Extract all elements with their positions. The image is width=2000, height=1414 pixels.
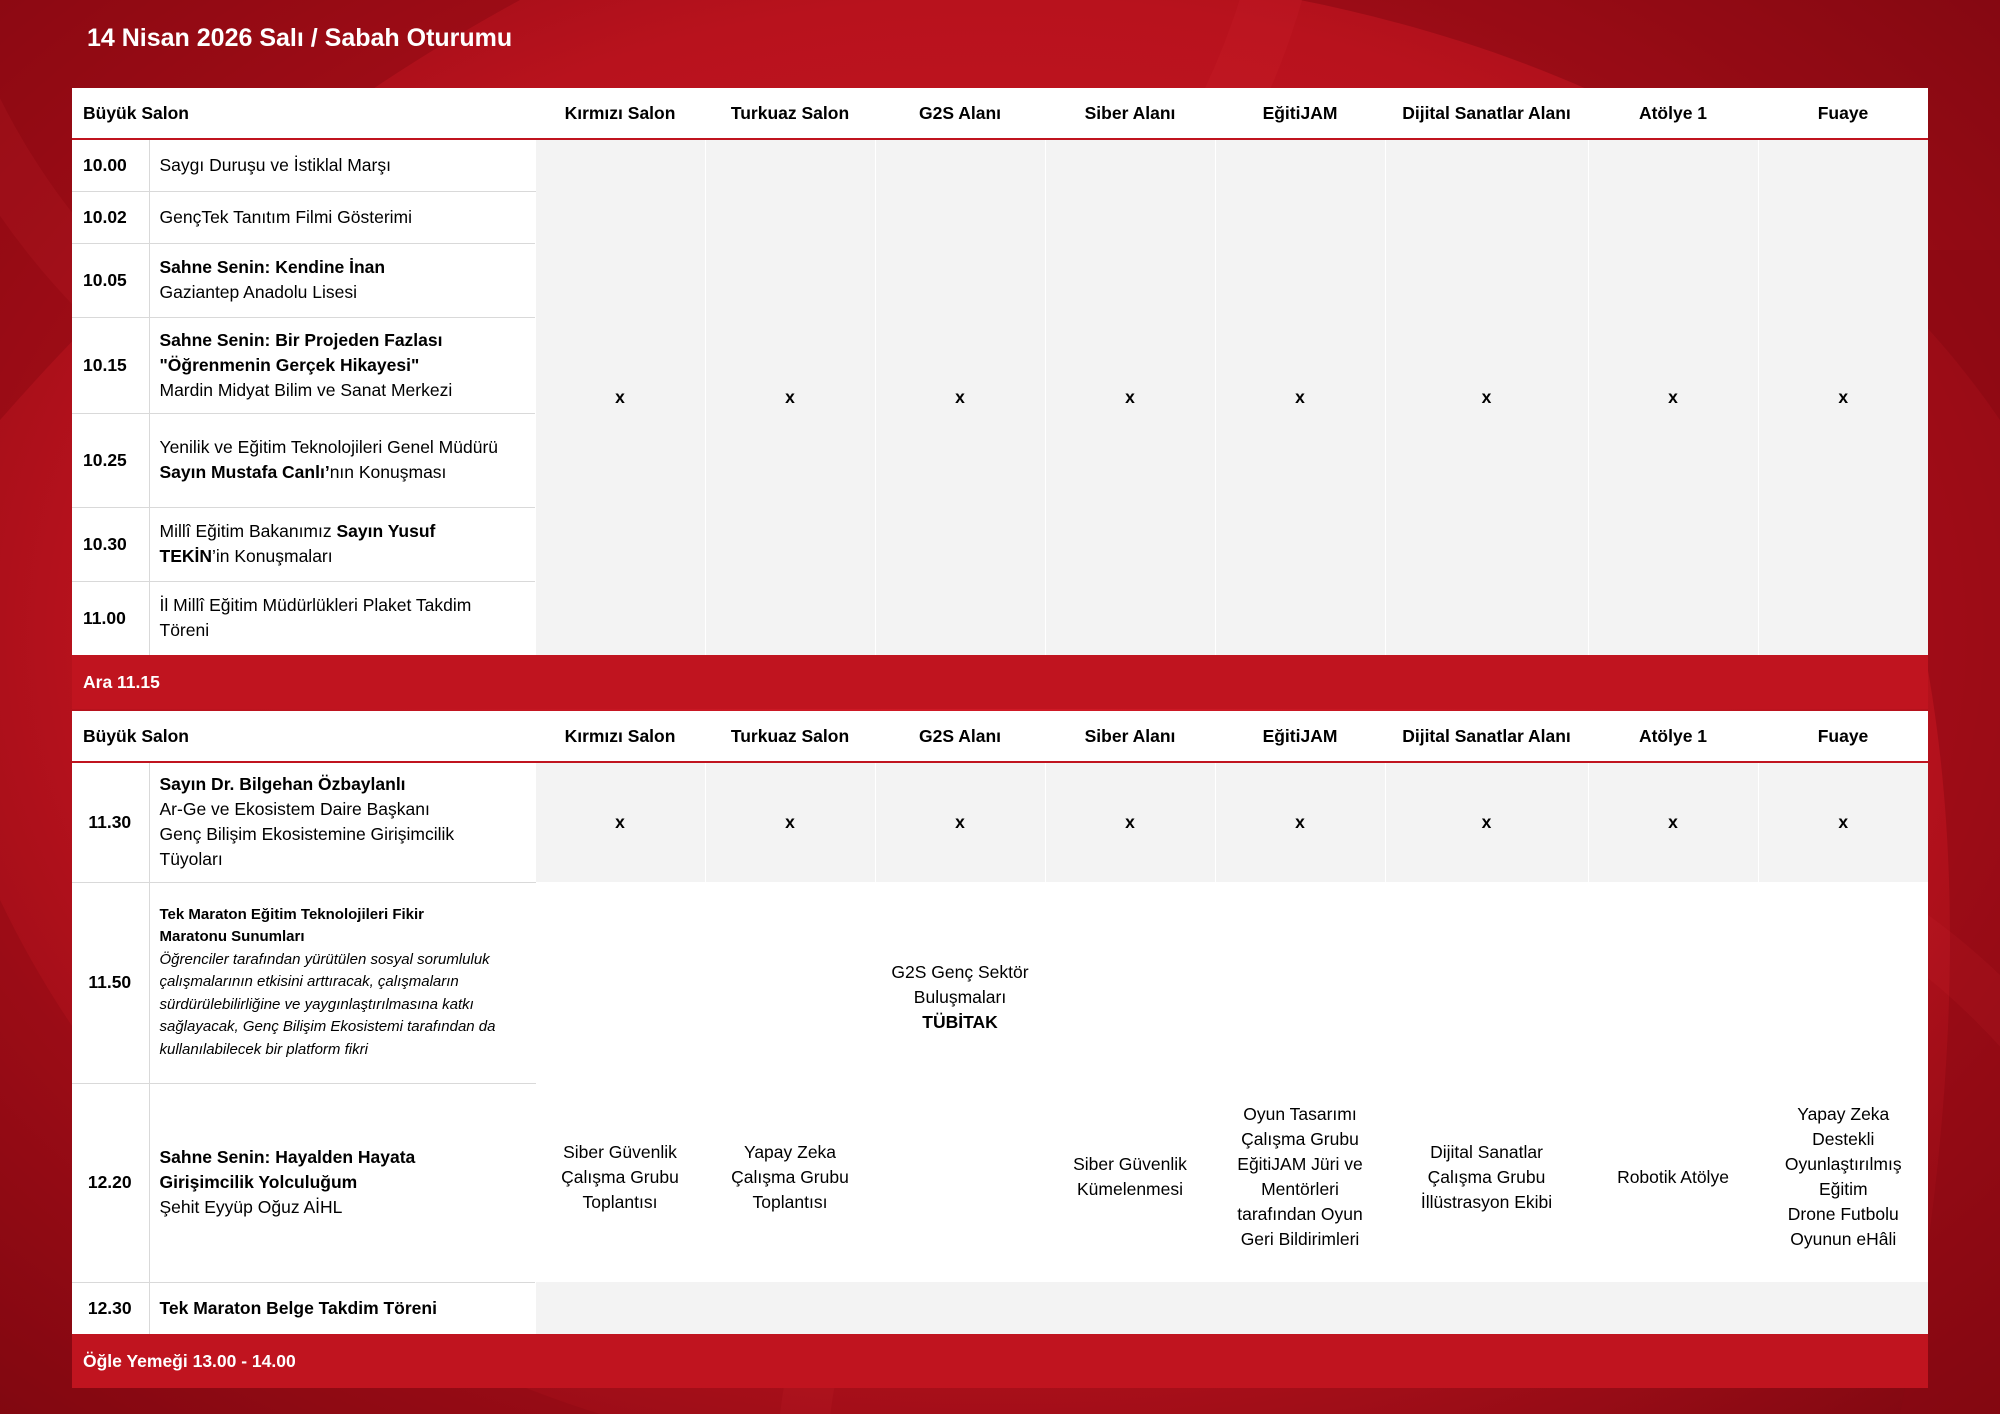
- slot-egitijam: x: [1215, 139, 1385, 655]
- schedule-table-morning-2: [72, 711, 1928, 1388]
- session-line: Çalışma Grubu: [561, 1166, 679, 1187]
- event-cell: [149, 191, 535, 243]
- event-text: Töreni: [159, 620, 210, 641]
- event-text: Millî Eğitim Bakanımız: [159, 521, 337, 541]
- session-line: Oyunlaştırılmış: [1784, 1154, 1902, 1174]
- event-speaker: Gaziantep Anadolu Lisesi: [159, 282, 357, 302]
- session-line: EğitiJAM Jüri ve: [1237, 1154, 1363, 1174]
- header-buyuk-salon: Büyük Salon: [72, 88, 535, 139]
- header-fuaye: Fuaye: [1758, 88, 1928, 139]
- event-text: Saygı Duruşu ve İstiklal Marşı: [159, 154, 391, 175]
- session-line: Çalışma Grubu: [1427, 1166, 1546, 1187]
- event-cell: [149, 413, 535, 507]
- event-cell: [149, 581, 535, 655]
- session-line: Geri Bildirimleri: [1240, 1229, 1360, 1249]
- session-line: G2S Genç Sektör: [891, 961, 1029, 982]
- session-g2s-alani: [875, 882, 1045, 1282]
- event-text: Yenilik ve Eğitim Teknolojileri Genel Müdürü: [159, 437, 499, 457]
- time-cell: 11.00: [72, 581, 149, 655]
- slot-kirmizi-salon: x: [535, 762, 705, 882]
- session-organizer: TÜBİTAK: [922, 1011, 998, 1032]
- header-dijital-sanatlar: Dijital Sanatlar Alanı: [1385, 88, 1588, 139]
- event-text-suffix: nın Konuşması: [329, 462, 447, 482]
- slot-g2s-alani: x: [875, 762, 1045, 882]
- table-row: [72, 882, 1928, 1083]
- event-speaker-name: Sayın Mustafa Canlı’: [159, 462, 330, 482]
- event-title: Maratonu Sunumları: [159, 928, 305, 946]
- slot-atolye-1: x: [1588, 762, 1758, 882]
- session-line: Robotik Atölye: [1617, 1166, 1729, 1187]
- session-line: Destekli: [1812, 1129, 1875, 1149]
- session-line: tarafından Oyun: [1237, 1204, 1363, 1224]
- session-line: Toplantısı: [582, 1191, 658, 1212]
- slot-dijital-sanatlar: x: [1385, 762, 1588, 882]
- event-speaker-name: Sayın Dr. Bilgehan Özbaylanlı: [159, 774, 406, 795]
- header-siber-alani: Siber Alanı: [1045, 711, 1215, 762]
- event-text: GençTek Tanıtım Filmi Gösterimi: [159, 206, 413, 227]
- header-row: [72, 711, 1928, 762]
- slot-atolye-1: x: [1588, 139, 1758, 655]
- page-title: 14 Nisan 2026 Salı / Sabah Oturumu: [87, 24, 513, 52]
- event-description: Öğrenciler tarafından yürütülen sosyal sorumluluk çalışmalarının etkisini arttıracak, çalışmaların sürdürülebilirliğine ve yaygınlaştırılmasına katkı sağlayacak, Genç Bilişim Ekosistemi tarafından da kullanılabilecek bir platform fikri: [159, 950, 496, 1058]
- slot-siber-alani: x: [1045, 762, 1215, 882]
- header-buyuk-salon: Büyük Salon: [72, 711, 535, 762]
- time-cell: 12.20: [72, 1083, 149, 1282]
- break-label: Ara 11.15: [72, 655, 1928, 709]
- session-line: Siber Güvenlik: [1073, 1154, 1187, 1174]
- header-dijital-sanatlar: Dijital Sanatlar Alanı: [1385, 711, 1588, 762]
- break-row: [72, 1334, 1928, 1388]
- header-row: [72, 88, 1928, 139]
- event-speaker: Şehit Eyyüp Oğuz AİHL: [159, 1197, 343, 1217]
- event-title: Tek Maraton Eğitim Teknolojileri Fikir: [159, 905, 424, 923]
- session-line: İllüstrasyon Ekibi: [1420, 1191, 1553, 1212]
- session-fuaye: [1758, 882, 1928, 1282]
- session-line: Buluşmaları: [913, 986, 1007, 1007]
- slot-kirmizi-salon: x: [535, 139, 705, 655]
- table-row: [72, 1282, 1928, 1334]
- schedule-table-morning-1: [72, 88, 1928, 709]
- header-kirmizi-salon: Kırmızı Salon: [535, 88, 705, 139]
- event-text-suffix: ’in Konuşmaları: [212, 546, 333, 566]
- header-siber-alani: Siber Alanı: [1045, 88, 1215, 139]
- event-cell: [149, 139, 535, 191]
- session-egitijam: [1215, 882, 1385, 1282]
- break-row: [72, 655, 1928, 709]
- event-speaker: Mardin Midyat Bilim ve Sanat Merkezi: [159, 379, 453, 400]
- event-cell: [149, 317, 535, 413]
- event-cell: [149, 762, 535, 882]
- slot-siber-alani: x: [1045, 139, 1215, 655]
- lunch-break-label: Öğle Yemeği 13.00 - 14.00: [72, 1334, 1928, 1388]
- event-title: Girişimcilik Yolculuğum: [159, 1172, 358, 1192]
- session-turkuaz-salon: [705, 882, 875, 1282]
- session-line: Oyun Tasarımı: [1243, 1104, 1357, 1124]
- session-line: Kümelenmesi: [1076, 1179, 1184, 1199]
- session-line: Dijital Sanatlar: [1430, 1141, 1543, 1162]
- event-title: Tek Maraton Belge Takdim Töreni: [159, 1297, 437, 1318]
- event-title: Sahne Senin: Bir Projeden Fazlası: [159, 329, 443, 350]
- time-cell: 10.15: [72, 317, 149, 413]
- table-row: [72, 139, 1928, 191]
- session-line: Çalışma Grubu: [1241, 1129, 1359, 1149]
- slot-fuaye: x: [1758, 139, 1928, 655]
- session-siber-alani: [1045, 882, 1215, 1282]
- slot-turkuaz-salon: x: [705, 139, 875, 655]
- event-text: Tüyoları: [159, 849, 223, 870]
- time-cell: 10.30: [72, 507, 149, 581]
- header-atolye-1: Atölye 1: [1588, 88, 1758, 139]
- event-speaker-name: Sayın Yusuf: [336, 521, 436, 541]
- empty-slots: [535, 1282, 1928, 1334]
- event-title: Sahne Senin: Hayalden Hayata: [159, 1147, 416, 1167]
- session-line: Çalışma Grubu: [731, 1166, 849, 1187]
- session-dijital-sanatlar: [1385, 882, 1588, 1282]
- event-subtitle: "Öğrenmenin Gerçek Hikayesi": [159, 354, 420, 375]
- session-line: Mentörleri: [1261, 1179, 1339, 1199]
- slot-egitijam: x: [1215, 762, 1385, 882]
- time-cell: 10.00: [72, 139, 149, 191]
- header-turkuaz-salon: Turkuaz Salon: [705, 88, 875, 139]
- session-line: Yapay Zeka: [1797, 1104, 1890, 1124]
- time-cell: 10.05: [72, 243, 149, 317]
- slot-dijital-sanatlar: x: [1385, 139, 1588, 655]
- event-cell: [149, 243, 535, 317]
- event-title: Sahne Senin: Kendine İnan: [159, 257, 386, 277]
- time-cell: 11.50: [72, 882, 149, 1083]
- header-atolye-1: Atölye 1: [1588, 711, 1758, 762]
- header-fuaye: Fuaye: [1758, 711, 1928, 762]
- session-line: Yapay Zeka: [743, 1141, 837, 1162]
- time-cell: 12.30: [72, 1282, 149, 1334]
- time-cell: 10.25: [72, 413, 149, 507]
- slot-turkuaz-salon: x: [705, 762, 875, 882]
- session-line: Eğitim: [1818, 1179, 1868, 1199]
- event-speaker-title: Ar-Ge ve Ekosistem Daire Başkanı: [159, 799, 430, 820]
- table-row: [72, 762, 1928, 882]
- slot-g2s-alani: x: [875, 139, 1045, 655]
- event-text: Genç Bilişim Ekosistemine Girişimcilik: [159, 824, 455, 845]
- header-g2s-alani: G2S Alanı: [875, 711, 1045, 762]
- event-cell: [149, 507, 535, 581]
- header-egitijam: EğitiJAM: [1215, 711, 1385, 762]
- event-speaker-surname: TEKİN: [159, 546, 212, 566]
- header-turkuaz-salon: Turkuaz Salon: [705, 711, 875, 762]
- time-cell: 10.02: [72, 191, 149, 243]
- header-egitijam: EğitiJAM: [1215, 88, 1385, 139]
- slot-fuaye: x: [1758, 762, 1928, 882]
- session-kirmizi-salon: [535, 882, 705, 1282]
- event-cell: [149, 1282, 535, 1334]
- header-kirmizi-salon: Kırmızı Salon: [535, 711, 705, 762]
- session-atolye-1: [1588, 882, 1758, 1282]
- session-line: Oyunun eHâli: [1790, 1229, 1897, 1249]
- event-cell: [149, 1083, 535, 1282]
- time-cell: 11.30: [72, 762, 149, 882]
- event-text: İl Millî Eğitim Müdürlükleri Plaket Takdim: [159, 595, 472, 616]
- session-line: Siber Güvenlik: [563, 1141, 677, 1162]
- session-line: Toplantısı: [752, 1191, 828, 1212]
- event-cell: [149, 882, 535, 1083]
- header-g2s-alani: G2S Alanı: [875, 88, 1045, 139]
- session-line: Drone Futbolu: [1787, 1204, 1899, 1224]
